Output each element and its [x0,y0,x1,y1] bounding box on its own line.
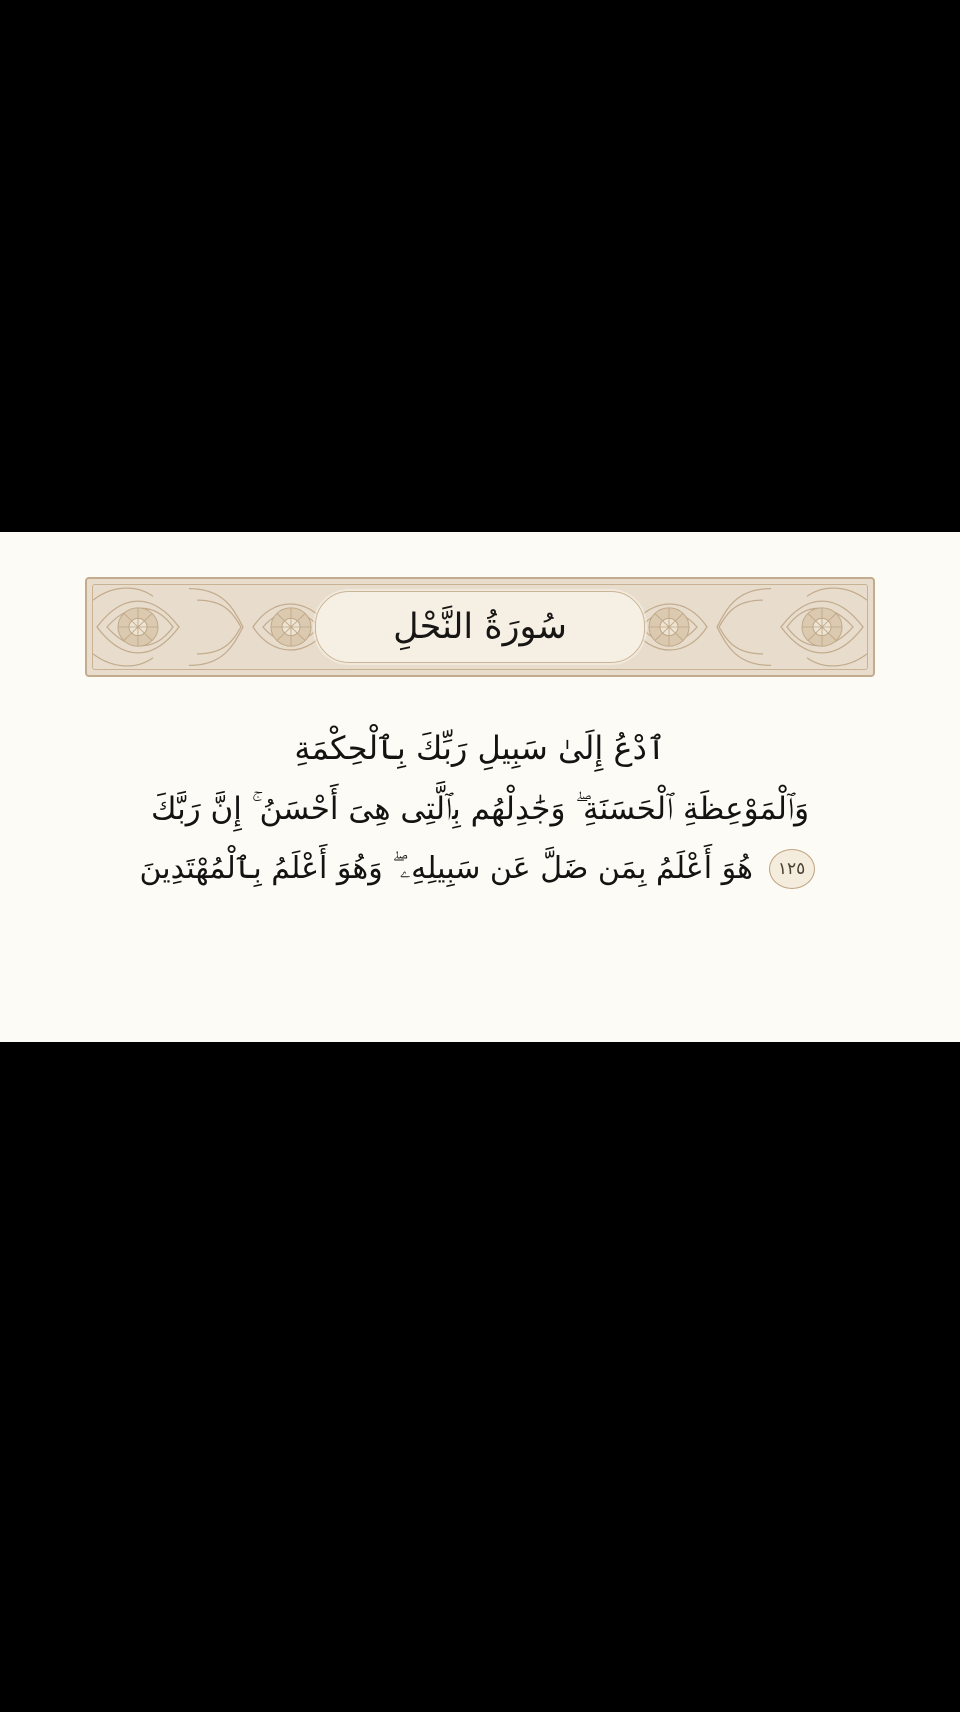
ayah-line-3-text: هُوَ أَعْلَمُ بِمَن ضَلَّ عَن سَبِيلِهِۦ ۖ وَهُوَ أَعْلَمُ بِٱلْمُهْتَدِينَ [139,850,753,886]
ayah-number-marker [769,849,815,889]
ayah-line-2: وَٱلْمَوْعِظَةِ ٱلْحَسَنَةِ ۖ وَجَٰدِلْهُم بِٱلَّتِى هِىَ أَحْسَنُ ۚ إِنَّ رَبَّكَ [150,791,810,828]
surah-header-band [85,577,875,677]
ayah-line-3 [75,840,885,899]
ayah-text-block [65,717,895,898]
surah-title-plate [315,591,645,663]
ayah-line-1: ٱدْعُ إِلَىٰ سَبِيلِ رَبِّكَ بِٱلْحِكْمَةِ [294,729,666,767]
letterbox-bottom [0,1042,960,1712]
ayah-number: ١٢٥ [777,859,806,880]
arabesque-ornament-left-icon [93,579,343,675]
quran-page [0,532,960,1042]
letterbox-top [0,0,960,532]
surah-title: سُورَةُ النَّحْلِ [393,607,567,647]
arabesque-ornament-right-icon [617,579,867,675]
